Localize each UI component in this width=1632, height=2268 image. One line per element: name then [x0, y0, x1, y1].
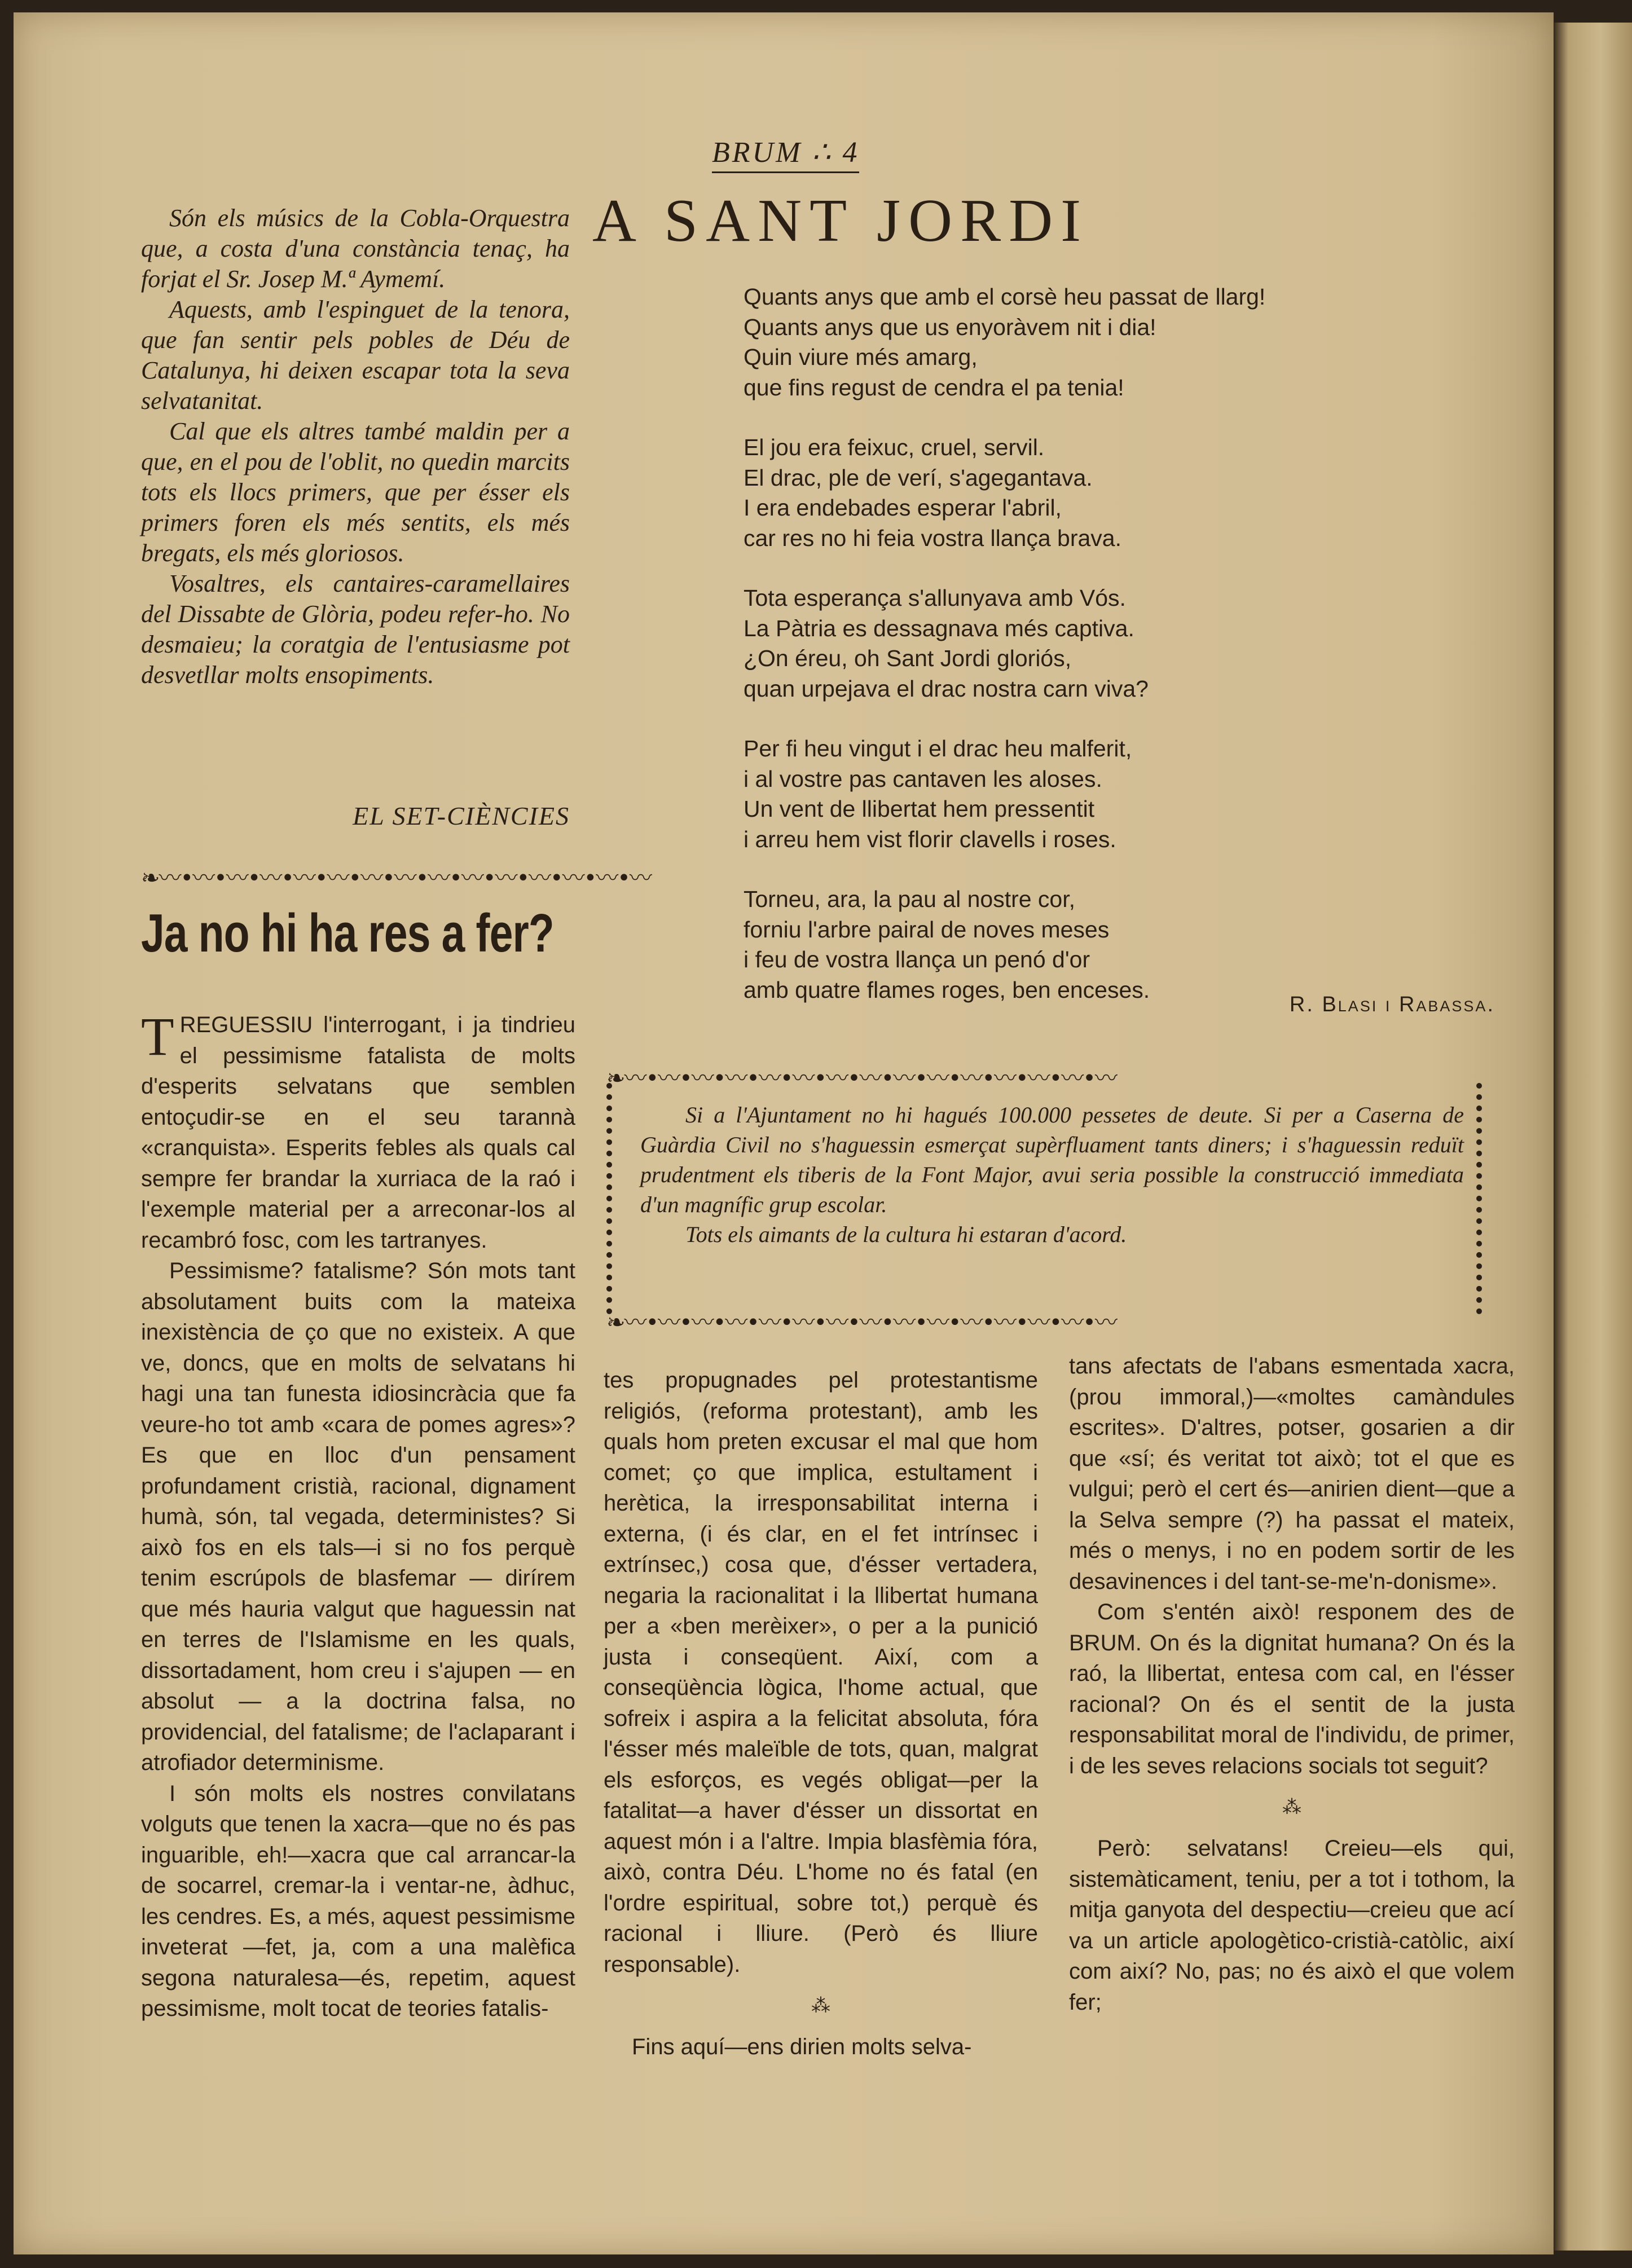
poem-stanza: [744, 433, 1387, 553]
poem-line: Torneu, ara, la pau al nostre cor,: [744, 886, 1076, 912]
poem-line: car res no hi feia vostra llança brava.: [744, 525, 1121, 551]
poem-signature: R. Blasi i Rabassa.: [1289, 993, 1495, 1016]
box-border-left: [606, 1083, 628, 1314]
article-paragraph: tans afectats de l'abans esmentada xacra, (prou immoral,)—«moltes camàndules escrites». D'altres, potser, gosarien a dir que «sí; és veritat tot això; tot el que es vulgui; però el cert és—anirien dient—que a la Selva sempre (?) ha passat el mateix, més o menys, i no en podem sortir de les desavinences i del tant-se-me'n-donisme».: [1069, 1354, 1515, 1594]
ornamental-divider: ❧〰•〰•〰•〰•〰•〰•〰•〰•〰•〰•〰•〰•〰•〰•〰: [141, 865, 651, 891]
poem-stanza: [744, 583, 1387, 704]
article-column-2: [604, 1365, 1038, 2063]
intro-text: [141, 203, 570, 690]
intro-signature: EL SET-CIÈNCIES: [353, 801, 570, 830]
page-header: BRUM ∴ 4: [712, 135, 859, 173]
poem-line: Un vent de llibertat hem pressentit: [744, 796, 1095, 822]
article-paragraph: Fins aquí—ens dirien molts selva-: [632, 2034, 972, 2059]
notice-text: [640, 1100, 1464, 1249]
poem-line: Quin viure més amarg,: [744, 344, 978, 370]
article-paragraph: [141, 1006, 575, 1256]
intro-paragraph: Són els músics de la Cobla-Orquestra que, a costa d'una constància tenaç, ha forjat el Sr. Josep M.ª Aymemí.: [141, 204, 570, 293]
poem-line: que fins regust de cendra el pa tenia!: [744, 374, 1124, 400]
poem-line: i arreu hem vist florir clavells i roses.: [744, 826, 1116, 852]
poem: [744, 282, 1387, 1035]
poem-line: Quants anys que amb el corsè heu passat de llarg!: [744, 284, 1266, 310]
poem-line: Tota esperança s'allunyava amb Vós.: [744, 585, 1126, 611]
box-border-bottom: ❧〰•〰•〰•〰•〰•〰•〰•〰•〰•〰•〰•〰•〰•〰•〰: [606, 1310, 1116, 1336]
article-title: Ja no hi ha res a fer?: [141, 903, 554, 963]
poem-line: amb quatre flames roges, ben enceses.: [744, 976, 1150, 1003]
drop-cap: T: [141, 1006, 174, 1067]
poem-line: El drac, ple de verí, s'agegantava.: [744, 464, 1093, 491]
poem-line: i al vostre pas cantaven les aloses.: [744, 765, 1102, 792]
article-paragraph: Pessimisme? fatalisme? Són mots tant absolutament buits com la mateixa inexistència de ço que no existeix. A que ve, doncs, que en molts de selvatans hi hagi una tan funesta idiosincràcia que fa veure-ho tot amb «cara de pomes agres»? Es que en lloc d'un pensament profundament cristià, racional, dignament humà, són, tal vegada, deterministes? Si això fos en els tals—i si no fos perquè tenim escrúpols de blasfemar — dirírem que més hauria valgut que haguessin nat en terres de l'Islamisme en les quals, dissortadament, hom creu i s'ajupen — en absolut — a la doctrina falsa, no providencial, del fatalisme; de l'aclaparant i atrofiador determinisme.: [141, 1258, 575, 1775]
intro-paragraph: Vosaltres, els cantaires-caramellaires del Dissabte de Glòria, podeu refer-ho. No desmaieu; la coratgia de l'entusiasme pot desvetllar molts ensopiments.: [141, 570, 570, 689]
poem-stanza: [744, 734, 1387, 855]
box-border-right: [1476, 1083, 1498, 1314]
article-paragraph: Però: selvatans! Creieu—els qui, sistemàticament, teniu, per a tot i tothom, la mitja ganyota del despectiu—creieu que ací va un article apologètico-cristià-catòlic, així com així? No, pas; no és això el que volem fer;: [1069, 1836, 1515, 2015]
article-column-1: [141, 1006, 575, 2024]
article-column-3: [1069, 1351, 1515, 2018]
notice-paragraph: Tots els aimants de la cultura hi estaran d'acord.: [685, 1222, 1127, 1247]
poem-line: I era endebades esperar l'abril,: [744, 495, 1062, 521]
poem-stanza: [744, 884, 1387, 1005]
next-page-edge: [1554, 23, 1632, 2251]
poem-title: A SANT JORDI: [592, 187, 1089, 254]
box-border-top: ❧〰•〰•〰•〰•〰•〰•〰•〰•〰•〰•〰•〰•〰•〰•〰: [606, 1065, 1116, 1091]
poem-line: La Pàtria es dessagnava més captiva.: [744, 615, 1134, 641]
poem-line: forniu l'arbre pairal de noves meses: [744, 916, 1110, 943]
article-paragraph: tes propugnades pel protestantisme religiós, (reforma protestant), amb les quals hom preten excusar el mal que hom comet; ço que implica, estultament i herètica, la irresponsabilitat interna i externa, (i és clar, en el fet intrínsec i extrínsec,) cosa que, d'ésser vertadera, negaria la racionalitat i la llibertat humana per a «ben merèixer», o per a la punició justa i conseqüent. Així, com a conseqüència lògica, l'home actual, que sofreix i aspira a la felicitat absoluta, fóra l'ésser més maleïble de tots, quan, malgrat els esforços, es vegés obligat—per la fatalitat—a haver d'ésser un dissortat en aquest món i a l'altre. Impia blasfèmia fóra, això, contra Déu. L'home no és fatal (en l'ordre espiritual, sobre tot,) perquè és racional i lliure. (Però és lliure responsable).: [604, 1368, 1038, 1977]
section-separator: ⁂: [811, 1995, 830, 2016]
notice-paragraph: Si a l'Ajuntament no hi hagués 100.000 pessetes de deute. Si per a Caserna de Guàrdia Civil no s'haguessin esmerçat supèrfluament tants diners; i s'haguessin reduït prudentment els tiberis de la Font Major, avui seria possible la construcció immediata d'un magnífic grup escolar.: [640, 1102, 1464, 1217]
article-paragraph: Com s'entén això! responem des de BRUM. On és la dignitat humana? On és la raó, la llibertat, entesa com cal, en l'ésser racional? On és el sentit de la justa responsabilitat moral de l'individu, de primer, i de les seves relacions socials tot seguit?: [1069, 1600, 1515, 1778]
intro-paragraph: Cal que els altres també maldin per a que, en el pou de l'oblit, no quedin marcits tots els llocs primers, que per ésser els primers foren els més sentits, els més bregats, els més gloriosos.: [141, 417, 570, 567]
poem-line: ¿On éreu, oh Sant Jordi gloriós,: [744, 645, 1072, 671]
poem-line: El jou era feixuc, cruel, servil.: [744, 434, 1045, 460]
poem-line: quan urpejava el drac nostra carn viva?: [744, 675, 1149, 702]
article-paragraph-text: REGUESSIU l'interrogant, i ja tindrieu el pessimisme fatalista de molts d'esperits selvatans que semblen entoçudir-se en el seu tarannà «cranquista». Esperits febles als quals cal sempre fer brandar la xurriaca de la raó i l'exemple material per a arreconar-los al recambró fosc, com les tartranyes.: [141, 1012, 575, 1253]
poem-line: Per fi heu vingut i el drac heu malferit,: [744, 736, 1132, 761]
notice-box: [606, 1060, 1498, 1337]
poem-stanza: [744, 282, 1387, 403]
intro-paragraph: Aquests, amb l'espinguet de la tenora, que fan sentir pels pobles de Déu de Catalunya, hi deixen escapar tota la seva selvatanitat.: [141, 296, 570, 415]
poem-line: i feu de vostra llança un penó d'or: [744, 946, 1090, 972]
article-paragraph: I són molts els nostres convilatans volguts que tenen la xacra—que no és pas inguarible, eh!—xacra que cal arrancar-la de socarrel, cremar-la i ventar-ne, àdhuc, les cendres. Es, a més, aquest pessimisme inveterat —fet, ja, com a una malèfica segona naturalesa—és, repetim, aquest pessimisme, molt tocat de teories fatalis-: [141, 1781, 575, 2021]
section-separator: ⁂: [1282, 1796, 1301, 1818]
poem-line: Quants anys que us enyoràvem nit i dia!: [744, 314, 1156, 340]
